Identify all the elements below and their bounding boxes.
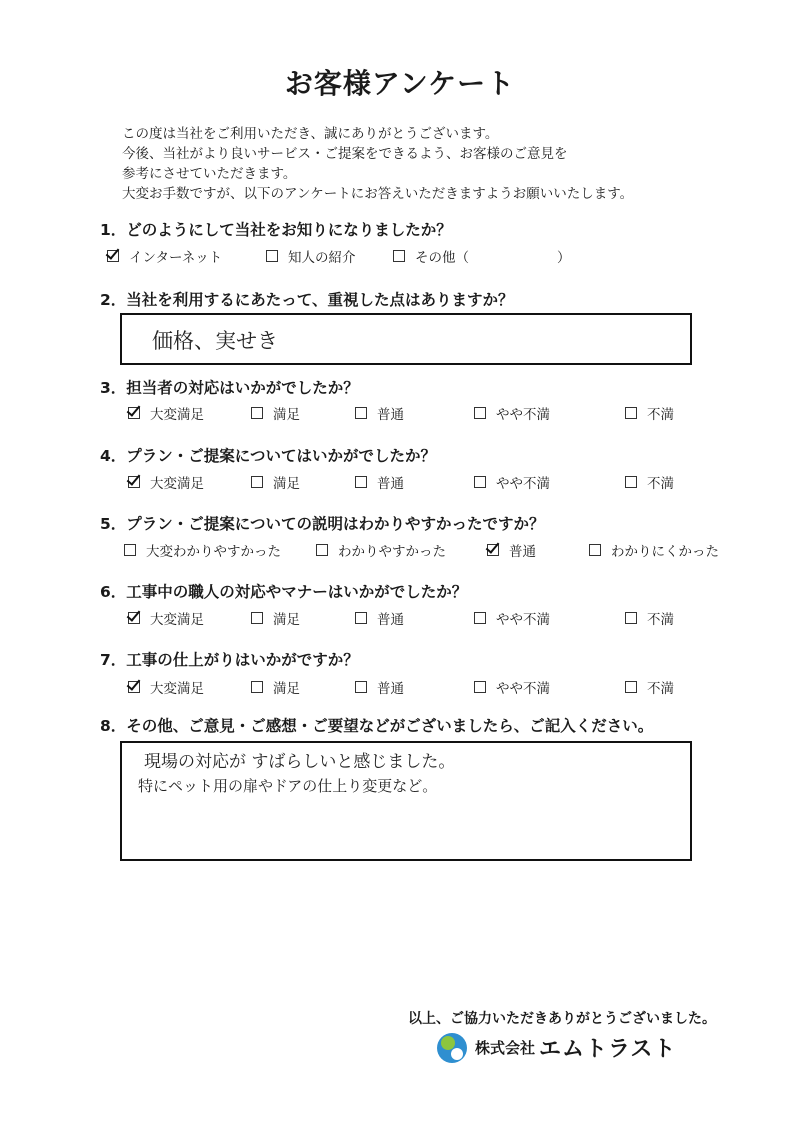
company-prefix: 株式会社 (475, 1039, 536, 1057)
q5-option-unclear[interactable]: わかりにくかった (589, 540, 719, 560)
q5-option-clear[interactable]: わかりやすかった (316, 540, 446, 560)
checkbox-icon[interactable] (316, 544, 328, 556)
page-title: お客様アンケート (284, 67, 516, 100)
closing-message: 以上、ご協力いただきありがとうございました。 (408, 1011, 716, 1027)
q2-handwritten-answer: 価格、実せき (152, 329, 278, 353)
checkbox-icon[interactable] (474, 407, 486, 419)
q6-option-very-satisfied[interactable]: 大変満足 (128, 608, 204, 628)
q8-handwritten-line: 特にペット用の扉やドアの仕上り変更など。 (138, 777, 438, 795)
q6-option-satisfied[interactable]: 満足 (251, 608, 300, 628)
intro-line: 大変お手数ですが、以下のアンケートにお答えいただきますようお願いいたします。 (122, 186, 634, 202)
checkbox-icon[interactable] (355, 681, 367, 693)
checkbox-icon[interactable] (474, 612, 486, 624)
company-name: エムトラスト (539, 1037, 677, 1062)
checkbox-icon[interactable] (589, 544, 601, 556)
q2-answer-box[interactable] (120, 313, 692, 365)
intro-text (122, 124, 633, 204)
checkbox-icon[interactable] (355, 476, 367, 488)
intro-line: 今後、当社がより良いサービス・ご提案をできるよう、お客様のご意見を (122, 146, 568, 162)
intro-line: この度は当社をご利用いただき、誠にありがとうございます。 (122, 126, 499, 142)
q7-option-dissatisfied[interactable]: 不満 (625, 677, 674, 697)
checkbox-icon[interactable] (251, 407, 263, 419)
q6-option-normal[interactable]: 普通 (355, 608, 404, 628)
q1-option-other[interactable]: その他（ ） (393, 246, 571, 266)
checkbox-checked-icon[interactable] (128, 407, 140, 419)
question-6: 6．工事中の職人の対応やマナーはいかがでしたか？ (100, 583, 468, 601)
q7-option-very-satisfied[interactable]: 大変満足 (128, 677, 204, 697)
checkbox-icon[interactable] (355, 612, 367, 624)
q4-option-dissatisfied[interactable]: 不満 (625, 472, 674, 492)
checkbox-icon[interactable] (474, 681, 486, 693)
checkbox-checked-icon[interactable] (128, 681, 140, 693)
q5-option-very-clear[interactable]: 大変わかりやすかった (124, 540, 281, 560)
q7-option-satisfied[interactable]: 満足 (251, 677, 300, 697)
checkbox-icon[interactable] (355, 407, 367, 419)
q4-option-satisfied[interactable]: 満足 (251, 472, 300, 492)
company-logo-icon (437, 1033, 467, 1063)
q3-option-very-satisfied[interactable]: 大変満足 (128, 403, 204, 423)
question-1: 1．どのようにして当社をお知りになりましたか？ (100, 221, 452, 239)
q6-option-dissatisfied[interactable]: 不満 (625, 608, 674, 628)
checkbox-icon[interactable] (474, 476, 486, 488)
q4-option-normal[interactable]: 普通 (355, 472, 404, 492)
q7-option-normal[interactable]: 普通 (355, 677, 404, 697)
checkbox-icon[interactable] (266, 250, 278, 262)
checkbox-checked-icon[interactable] (128, 476, 140, 488)
question-4: 4．プラン・ご提案についてはいかがでしたか？ (100, 447, 436, 465)
q1-option-internet[interactable]: インターネット (107, 246, 222, 266)
q7-option-somewhat-dissatisfied[interactable]: やや不満 (474, 677, 550, 697)
company-logo (437, 1032, 676, 1063)
checkbox-checked-icon[interactable] (128, 612, 140, 624)
checkbox-icon[interactable] (625, 612, 637, 624)
q3-option-dissatisfied[interactable]: 不満 (625, 403, 674, 423)
question-7: 7．工事の仕上がりはいかがですか？ (100, 651, 359, 669)
q3-option-satisfied[interactable]: 満足 (251, 403, 300, 423)
intro-line: 参考にさせていただきます。 (122, 166, 297, 182)
question-3: 3．担当者の対応はいかがでしたか？ (100, 379, 359, 397)
q1-option-referral[interactable]: 知人の紹介 (266, 246, 356, 266)
q6-option-somewhat-dissatisfied[interactable]: やや不満 (474, 608, 550, 628)
q4-option-somewhat-dissatisfied[interactable]: やや不満 (474, 472, 550, 492)
question-8: 8．その他、ご意見・ご感想・ご要望などがございましたら、ご記入ください。 (100, 717, 654, 735)
checkbox-checked-icon[interactable] (487, 544, 499, 556)
checkbox-checked-icon[interactable] (107, 250, 119, 262)
checkbox-icon[interactable] (625, 476, 637, 488)
checkbox-icon[interactable] (251, 476, 263, 488)
q5-option-normal[interactable]: 普通 (487, 540, 536, 560)
checkbox-icon[interactable] (393, 250, 405, 262)
checkbox-icon[interactable] (625, 681, 637, 693)
checkbox-icon[interactable] (625, 407, 637, 419)
q4-option-very-satisfied[interactable]: 大変満足 (128, 472, 204, 492)
checkbox-icon[interactable] (251, 612, 263, 624)
checkbox-icon[interactable] (124, 544, 136, 556)
question-5: 5．プラン・ご提案についての説明はわかりやすかったですか？ (100, 515, 545, 533)
checkbox-icon[interactable] (251, 681, 263, 693)
q8-answer-box[interactable] (120, 741, 692, 861)
q8-handwritten-line: 現場の対応が すばらしいと感じました。 (144, 752, 456, 772)
q3-option-normal[interactable]: 普通 (355, 403, 404, 423)
q3-option-somewhat-dissatisfied[interactable]: やや不満 (474, 403, 550, 423)
question-2: 2．当社を利用するにあたって、重視した点はありますか？ (100, 291, 514, 309)
